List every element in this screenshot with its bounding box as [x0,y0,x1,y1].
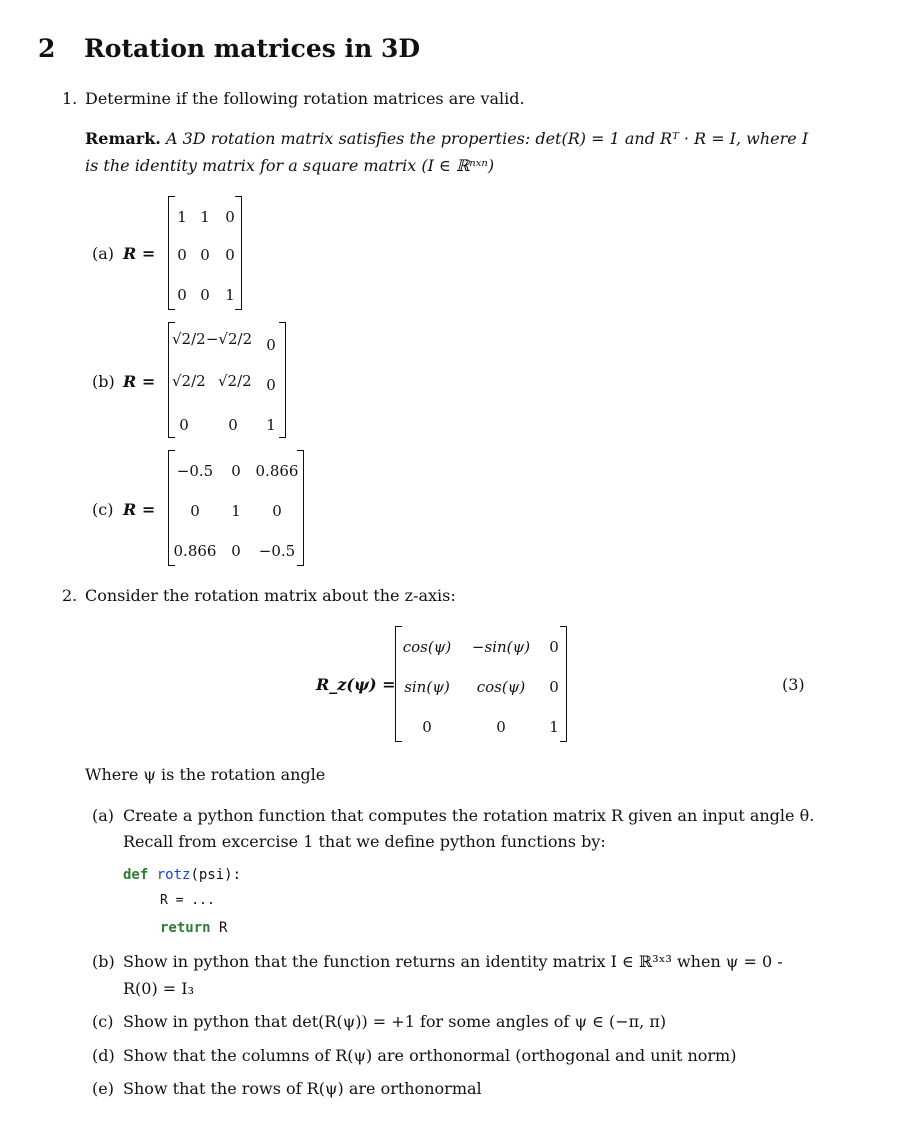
item-1-label: 1. [62,89,78,108]
item-2-label: 2. [62,586,78,605]
item-2a-label: (a) [92,806,115,825]
code-line-def [123,867,241,883]
remark-line-2: is the identity matrix for a square matrix (I ∈ ℝⁿˣⁿ) [85,156,495,175]
matrix-c-cell: 0.866 [255,462,299,480]
rz-matrix-cell: 0 [422,718,432,736]
matrix-c-cell: −0.5 [176,462,214,480]
item-2d-label: (d) [92,1046,115,1065]
item-2b-line-2: R(0) = I₃ [123,979,195,998]
matrix-b-cell: 0 [266,376,276,394]
matrix-b-cell: −√2/2 [205,330,253,348]
remark-line-1: A 3D rotation matrix satisfies the properties: det(R) = 1 and Rᵀ · R = I, where I [165,129,809,148]
item-2c-text: Show in python that det(R(ψ)) = +1 for some angles of ψ ∈ (−π, π) [123,1012,667,1031]
rz-matrix-cell: 0 [549,638,559,656]
item-2e-label: (e) [92,1079,114,1098]
rz-matrix-cell: 0 [549,678,559,696]
matrix-a-cell: 0 [200,286,210,304]
matrix-c-cell: 1 [231,502,241,520]
item-1c-label: (c) [92,500,114,519]
code-return-value: R [219,920,228,936]
matrix-a-cell: 1 [177,208,187,226]
item-1a-label: (a) [92,244,115,263]
matrix-a-cell: 0 [177,286,187,304]
item-2d-text: Show that the columns of R(ψ) are orthonormal (orthogonal and unit norm) [123,1046,737,1065]
item-2e-text: Show that the rows of R(ψ) are orthonormal [123,1079,482,1098]
matrix-c-cell: 0 [231,542,241,560]
item-2b-line-1: Show in python that the function returns an identity matrix I ∈ ℝ³ˣ³ when ψ = 0 - [123,952,783,971]
matrix-a-cell: 0 [225,246,235,264]
rz-matrix-cell: 1 [549,718,559,736]
matrix-c-cell: 0 [190,502,200,520]
section-number: 2 [38,34,56,63]
matrix-a-cell: 0 [200,246,210,264]
matrix-b [168,322,286,438]
section-title: Rotation matrices in 3D [84,34,421,63]
matrix-c-cell: 0 [231,462,241,480]
item-1-text: Determine if the following rotation matrices are valid. [85,89,525,108]
code-line-assign: R = ... [160,893,215,908]
equation-number: (3) [782,675,805,694]
rz-lhs: R_z(ψ) = [316,675,396,694]
item-2-text: Consider the rotation matrix about the z-axis: [85,586,456,605]
rz-matrix-cell: cos(ψ) [402,638,452,656]
item-2b-label: (b) [92,952,115,971]
where-text: Where ψ is the rotation angle [85,765,326,784]
matrix-b-cell: 1 [266,416,276,434]
code-line-return [160,920,227,936]
code-function-name: rotz [156,867,191,883]
matrix-c-cell: 0.866 [173,542,217,560]
item-1b-lhs: R = [123,372,156,391]
item-2a-line-2: Recall from excercise 1 that we define python functions by: [123,832,606,851]
item-2c-label: (c) [92,1012,114,1031]
matrix-b-cell: 0 [179,416,189,434]
matrix-a-cell: 1 [225,286,235,304]
remark-label: Remark. [85,129,161,148]
matrix-b-cell: √2/2 [218,372,252,390]
item-1b-label: (b) [92,372,115,391]
matrix-c [168,450,304,566]
rz-matrix-cell: cos(ψ) [476,678,526,696]
matrix-a-cell: 0 [225,208,235,226]
rz-matrix-cell: 0 [496,718,506,736]
matrix-a-cell: 1 [200,208,210,226]
matrix-b-cell: 0 [266,336,276,354]
matrix-a-cell: 0 [177,246,187,264]
item-1c-lhs: R = [123,500,156,519]
rz-matrix-cell: −sin(ψ) [471,638,531,656]
matrix-b-cell: √2/2 [172,372,206,390]
code-keyword-def: def [123,867,149,883]
rz-matrix-cell: sin(ψ) [404,678,450,696]
matrix-c-cell: −0.5 [258,542,296,560]
rz-matrix [395,626,567,742]
remark [85,128,808,150]
matrix-b-cell: √2/2 [172,330,206,348]
matrix-c-cell: 0 [272,502,282,520]
code-keyword-return: return [160,920,211,936]
item-2a-line-1: Create a python function that computes the rotation matrix R given an input angle θ. [123,806,815,825]
matrix-a [168,196,242,310]
matrix-b-cell: 0 [228,416,238,434]
code-args: (psi): [190,867,242,883]
item-1a-lhs: R = [123,244,156,263]
